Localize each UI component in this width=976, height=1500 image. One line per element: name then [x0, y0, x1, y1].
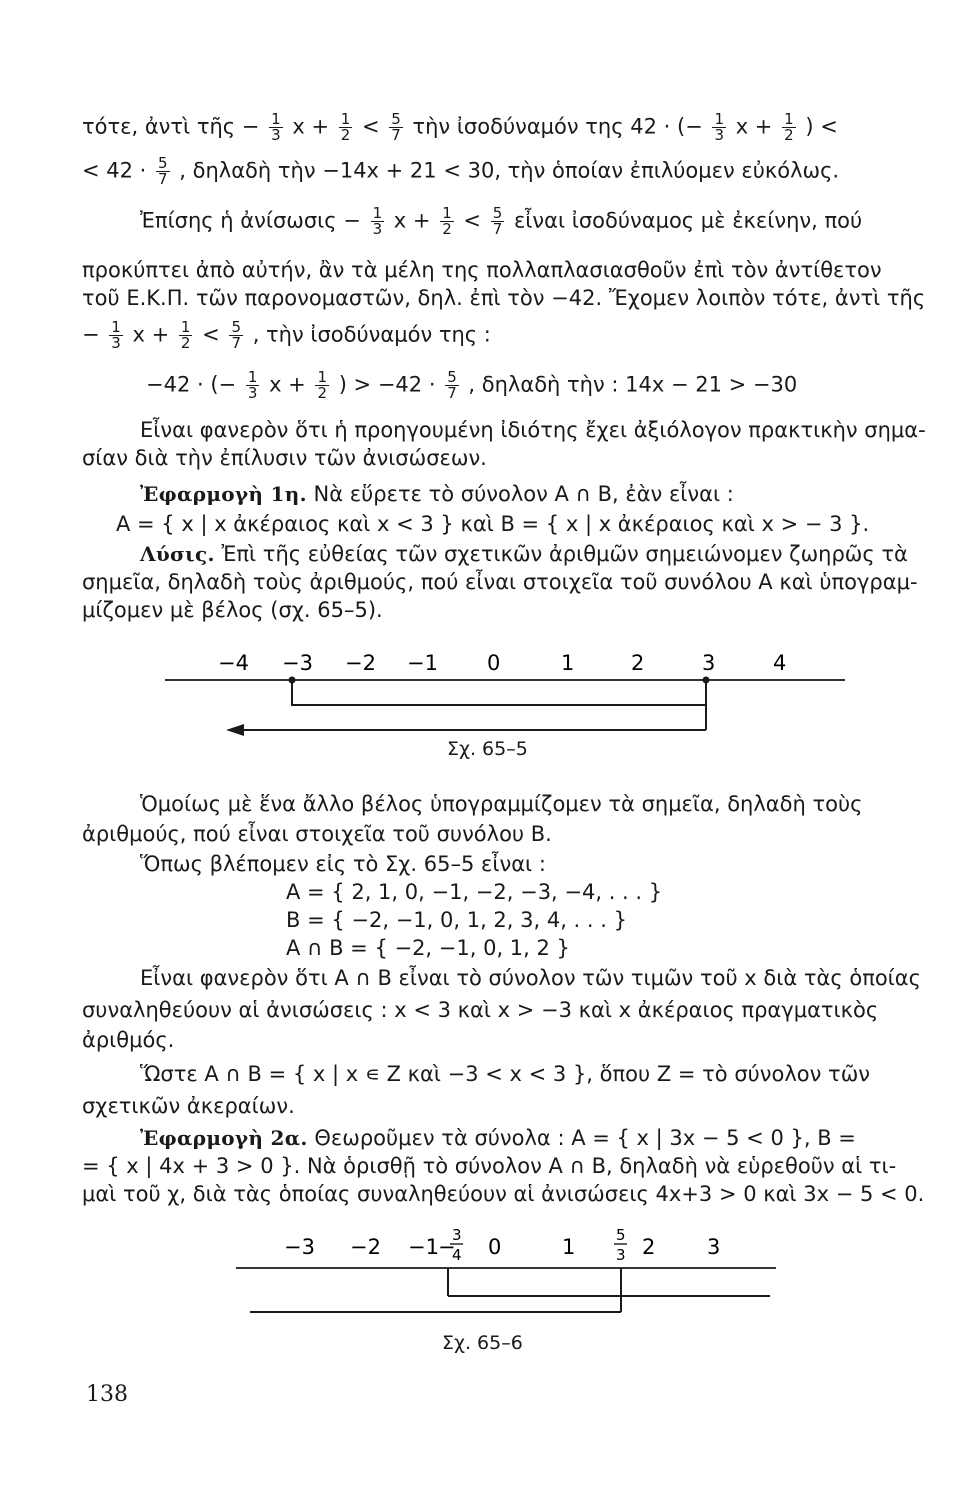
numerator: 1 [714, 110, 725, 128]
text-line [140, 964, 976, 992]
exercise-title: Ἐφαρμογὴ 1η. [140, 482, 307, 506]
fraction [440, 206, 454, 237]
denominator: 7 [231, 334, 241, 352]
denominator: 7 [492, 220, 503, 238]
text-span: τὴν ἰσοδύναμόν της 42 · (− [412, 114, 703, 139]
tick-label: 1 [562, 1235, 576, 1259]
text-line [140, 1060, 976, 1088]
text-span: σημεῖα, δηλαδὴ τοὺς ἀριθμούς, πού εἶναι στοιχεῖα τοῦ συνόλου A καὶ ὑπογραμ- [82, 570, 918, 594]
text-span: Εἶναι φανερὸν ὅτι A ∩ B εἶναι τὸ σύνολον τῶν τιμῶν τοῦ x διὰ τὰς ὁποίας [140, 966, 921, 990]
text-line [82, 444, 944, 472]
denominator: 3 [247, 384, 258, 402]
text-span: μαὶ τοῦ χ, διὰ τὰς ὁποίας συναληθεύουν αἱ ἀνισώσεις 4x+3 > 0 καὶ 3x − 5 < 0. [82, 1182, 925, 1206]
text-span: , δηλαδὴ τὴν −14x + 21 < 30, τὴν ὁποίαν ἐπιλύομεν εὐκόλως. [179, 158, 840, 183]
text-line [82, 1180, 944, 1208]
text-span: εἶναι ἰσοδύναμος μὲ ἐκείνην, πού [513, 208, 863, 233]
numerator: 5 [492, 204, 503, 222]
denominator: 2 [180, 334, 191, 352]
text-span: ) < [805, 114, 838, 139]
denominator: 3 [271, 126, 281, 144]
text-line [82, 156, 944, 187]
text-line [82, 568, 944, 596]
fraction [156, 156, 170, 187]
tick-label: 0 [487, 651, 501, 675]
tick-label: 3 [707, 1235, 721, 1259]
numerator: 1 [317, 368, 327, 386]
fraction [782, 112, 796, 143]
text-line [286, 934, 976, 962]
text-span: < 42 · [82, 158, 147, 183]
denominator: 7 [158, 170, 168, 188]
fraction [389, 112, 403, 143]
text-span: , τὴν ἰσοδύναμόν της : [252, 322, 491, 347]
figure-caption-1: Σχ. 65–5 [447, 738, 528, 760]
text-line [82, 112, 944, 143]
text-line [82, 1152, 944, 1180]
numerator: 1 [247, 368, 258, 386]
fraction-denominator: 4 [452, 1246, 462, 1264]
text-span: < [361, 114, 380, 139]
text-line [82, 996, 944, 1024]
tick-label: − [438, 1235, 456, 1259]
text-span: Εἶναι φανερὸν ὅτι ἡ προηγουμένη ἰδιότης ἔχει ἀξιόλογον πρακτικὴν σημα- [140, 418, 926, 442]
text-line [286, 878, 976, 906]
tick-label: −3 [284, 1235, 315, 1259]
fraction [339, 112, 353, 143]
text-line [140, 1124, 976, 1152]
text-span: B = { −2, −1, 0, 1, 2, 3, 4, . . . } [286, 908, 627, 932]
solution-title: Λύσις. [140, 542, 215, 566]
page-number: 138 [86, 1382, 128, 1407]
fraction [315, 370, 329, 401]
tick-label: 0 [488, 1235, 502, 1259]
number-line-figure-2 [0, 1216, 976, 1336]
numerator: 1 [111, 318, 121, 336]
text-span: −42 · (− [146, 372, 237, 397]
tick-label: 2 [631, 651, 645, 675]
fraction [229, 320, 243, 351]
text-line [82, 1092, 944, 1120]
numerator: 1 [340, 110, 351, 128]
tick-label: −2 [345, 651, 376, 675]
text-span: προκύπτει ἀπὸ αὐτήν, ἂν τὰ μέλη της πολλαπλασιασθοῦν ἐπὶ τὸν ἀντίθετον [82, 258, 882, 282]
tick-label: −1 [407, 651, 438, 675]
text-span: ἀριθμός. [82, 1028, 175, 1052]
text-span: Νὰ εὕρετε τὸ σύνολον A ∩ B, ἐὰν εἶναι : [313, 482, 734, 506]
denominator: 2 [340, 126, 351, 144]
text-line [82, 256, 944, 284]
text-span: Ἐπὶ τῆς εὐθείας τῶν σχετικῶν ἀριθμῶν σημειώνομεν ζωηρῶς τὰ [221, 542, 908, 566]
fraction [269, 112, 283, 143]
numerator: 5 [391, 110, 401, 128]
text-line [140, 206, 976, 237]
set-a-bracket [292, 680, 706, 705]
denominator: 7 [447, 384, 457, 402]
fraction [491, 206, 505, 237]
denominator: 2 [442, 220, 452, 238]
tick-label: −3 [282, 651, 313, 675]
arrowhead-icon [226, 724, 244, 736]
text-span: ) > −42 · [338, 372, 436, 397]
text-span: σίαν διὰ τὴν ἐπίλυσιν τῶν ἀνισώσεων. [82, 446, 487, 470]
tick-label: 3 [702, 651, 716, 675]
text-span: x + [292, 114, 330, 139]
text-span: A = { x | x ἀκέραιος καὶ x < 3 } καὶ B = { x | x ἀκέραιος καὶ x > − 3 }. [116, 512, 870, 536]
text-span: μίζομεν μὲ βέλος (σχ. 65–5). [82, 598, 383, 622]
text-line [140, 850, 976, 878]
tick-label: 2 [642, 1235, 656, 1259]
text-span: < [202, 322, 220, 347]
denominator: 2 [317, 384, 327, 402]
text-line [140, 416, 976, 444]
denominator: 3 [111, 334, 121, 352]
fraction [712, 112, 726, 143]
text-span: = { x | 4x + 3 > 0 }. Νὰ ὁρισθῇ τὸ σύνολον A ∩ B, δηλαδὴ νὰ εὑρεθοῦν αἱ τι- [82, 1154, 897, 1178]
text-line [82, 596, 944, 624]
text-span: Ἐπίσης ἡ ἀνίσωσις − [140, 208, 361, 233]
text-span: A = { 2, 1, 0, −1, −2, −3, −4, . . . } [286, 880, 663, 904]
text-span: A ∩ B = { −2, −1, 0, 1, 2 } [286, 936, 570, 960]
fraction-denominator: 3 [616, 1246, 626, 1264]
text-span: x + [269, 372, 306, 397]
text-line [140, 540, 976, 568]
denominator: 2 [784, 126, 794, 144]
numerator: 1 [442, 204, 452, 222]
text-span: τοῦ Ε.Κ.Π. τῶν παρονομαστῶν, δηλ. ἐπὶ τὸν −42. Ἔχομεν λοιπὸν τότε, ἀντὶ τῆς [82, 286, 926, 310]
text-span: Θεωροῦμεν τὰ σύνολα : A = { x | 3x − 5 < 0 }, B = [314, 1126, 856, 1150]
fraction [371, 206, 385, 237]
numerator: 1 [784, 110, 794, 128]
exercise-title: Ἐφαρμογὴ 2α. [140, 1126, 308, 1150]
denominator: 7 [391, 126, 401, 144]
numerator: 1 [372, 204, 383, 222]
tick-label: −1 [408, 1235, 439, 1259]
text-line [82, 820, 944, 848]
fraction [179, 320, 193, 351]
text-line [286, 906, 976, 934]
numerator: 5 [158, 154, 168, 172]
text-span: x + [735, 114, 773, 139]
denominator: 3 [714, 126, 725, 144]
fraction [445, 370, 459, 401]
text-line [82, 284, 944, 312]
tick-label: −4 [218, 651, 249, 675]
text-span: x + [393, 208, 431, 233]
numerator: 5 [231, 318, 241, 336]
text-span: συναληθεύουν αἱ ἀνισώσεις : x < 3 καὶ x > −3 καὶ x ἀκέραιος πραγματικὸς [82, 998, 879, 1022]
tick-label: 1 [561, 651, 575, 675]
text-span: x + [132, 322, 170, 347]
text-line [140, 480, 976, 508]
denominator: 3 [372, 220, 383, 238]
fraction [109, 320, 123, 351]
text-span: − [82, 322, 100, 347]
text-span: Ὁμοίως μὲ ἕνα ἄλλο βέλος ὑπογραμμίζομεν τὰ σημεῖα, δηλαδὴ τοὺς [140, 792, 863, 816]
figure-caption-2: Σχ. 65–6 [442, 1332, 523, 1354]
text-span: τότε, ἀντὶ τῆς − [82, 114, 260, 139]
text-line [146, 370, 976, 401]
fraction-numerator: 5 [616, 1226, 626, 1244]
text-span: Ὅπως βλέπομεν εἰς τὸ Σχ. 65–5 εἶναι : [140, 852, 546, 876]
text-span: ἀριθμούς, πού εἶναι στοιχεῖα τοῦ συνόλου B. [82, 822, 552, 846]
text-line [116, 510, 976, 538]
text-span: , δηλαδὴ τὴν : 14x − 21 > −30 [468, 372, 798, 397]
tick-label: −2 [350, 1235, 381, 1259]
text-line [140, 790, 976, 818]
text-line [82, 320, 944, 351]
text-span: Ὥστε A ∩ B = { x | x ∊ Z καὶ −3 < x < 3 }, ὅπου Z = τὸ σύνολον τῶν [140, 1062, 871, 1086]
tick-label: 4 [773, 651, 787, 675]
numerator: 1 [271, 110, 281, 128]
fraction [246, 370, 260, 401]
text-span: < [463, 208, 482, 233]
numerator: 1 [180, 318, 191, 336]
fraction-numerator: 3 [452, 1226, 462, 1244]
text-span: σχετικῶν ἀκεραίων. [82, 1094, 295, 1118]
text-line [82, 1026, 944, 1054]
numerator: 5 [447, 368, 457, 386]
